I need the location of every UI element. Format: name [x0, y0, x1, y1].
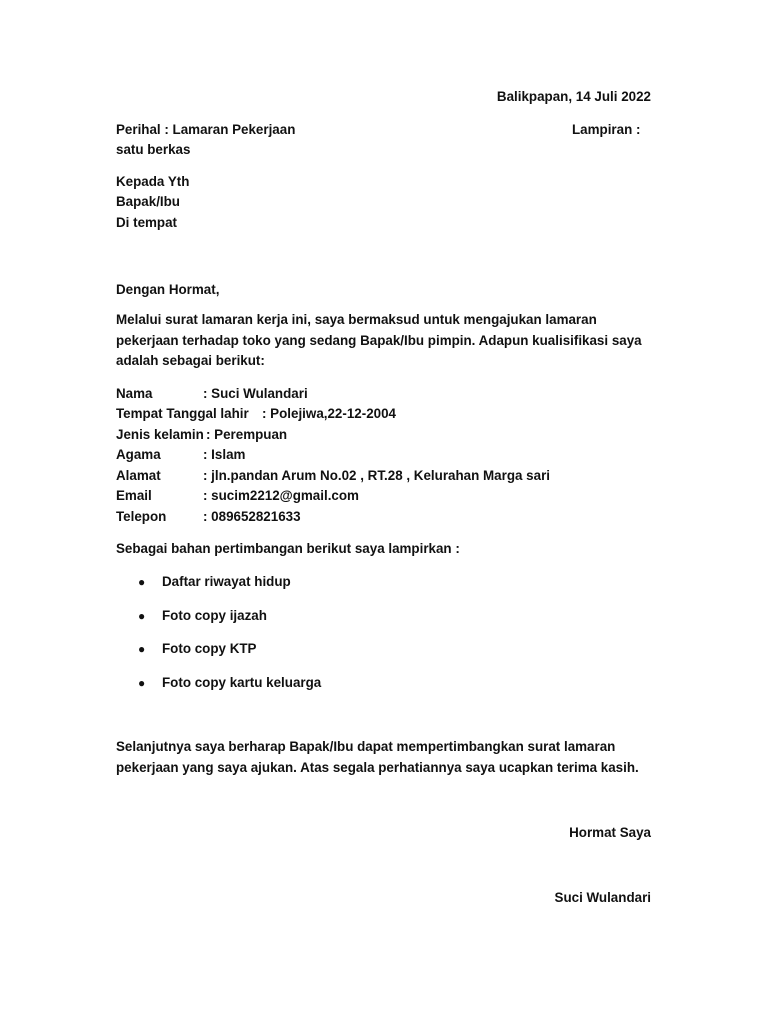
attachment-item-3: Foto copy KTP — [162, 641, 257, 656]
bullet-icon: ● — [138, 676, 146, 690]
attachment-item-2: Foto copy ijazah — [162, 608, 267, 623]
intro-line-2: pekerjaan terhadap toko yang sedang Bapak/Ibu pimpin. Adapun kualisifikasi saya — [116, 333, 642, 348]
signature-name: Suci Wulandari — [554, 890, 651, 905]
recipient-line-3: Di tempat — [116, 215, 178, 230]
intro-line-1: Melalui surat lamaran kerja ini, saya bermaksud untuk mengajukan lamaran — [116, 312, 597, 327]
detail-label-email: Email — [116, 488, 152, 503]
detail-label-name: Nama — [116, 386, 153, 401]
detail-value-gender: : Perempuan — [206, 427, 288, 442]
subject-line: Perihal : Lamaran Pekerjaan — [116, 122, 296, 137]
detail-value-phone: : 089652821633 — [203, 509, 301, 524]
bullet-icon: ● — [138, 575, 146, 589]
detail-value-birth: : Polejiwa,22-12-2004 — [262, 406, 396, 421]
signoff: Hormat Saya — [569, 825, 651, 840]
attachment-item-1: Daftar riwayat hidup — [162, 574, 291, 589]
detail-value-email: : sucim2212@gmail.com — [203, 488, 359, 503]
closing-line-1: Selanjutnya saya berharap Bapak/Ibu dapat mempertimbangkan surat lamaran — [116, 739, 616, 754]
place-date: Balikpapan, 14 Juli 2022 — [496, 89, 651, 104]
detail-label-address: Alamat — [116, 468, 161, 483]
bullet-icon: ● — [138, 642, 146, 656]
recipient-line-2: Bapak/Ibu — [116, 194, 180, 209]
detail-label-religion: Agama — [116, 447, 161, 462]
bullet-icon: ● — [138, 609, 146, 623]
detail-value-name: : Suci Wulandari — [203, 386, 308, 401]
closing-line-2: pekerjaan yang saya ajukan. Atas segala perhatiannya saya ucapkan terima kasih. — [116, 760, 639, 775]
attachment-item-4: Foto copy kartu keluarga — [162, 675, 322, 690]
detail-value-religion: : Islam — [203, 447, 246, 462]
detail-value-address: : jln.pandan Arum No.02 , RT.28 , Kelurahan Marga sari — [203, 468, 550, 483]
attachments-intro: Sebagai bahan pertimbangan berikut saya lampirkan : — [116, 541, 460, 556]
attachment-value: satu berkas — [116, 142, 191, 157]
detail-label-birth: Tempat Tanggal lahir — [116, 406, 249, 421]
detail-label-phone: Telepon — [116, 509, 167, 524]
greeting: Dengan Hormat, — [116, 282, 220, 297]
intro-line-3: adalah sebagai berikut: — [116, 353, 265, 368]
recipient-line-1: Kepada Yth — [116, 174, 190, 189]
attachment-label: Lampiran : — [572, 122, 641, 137]
detail-label-gender: Jenis kelamin — [116, 427, 204, 442]
